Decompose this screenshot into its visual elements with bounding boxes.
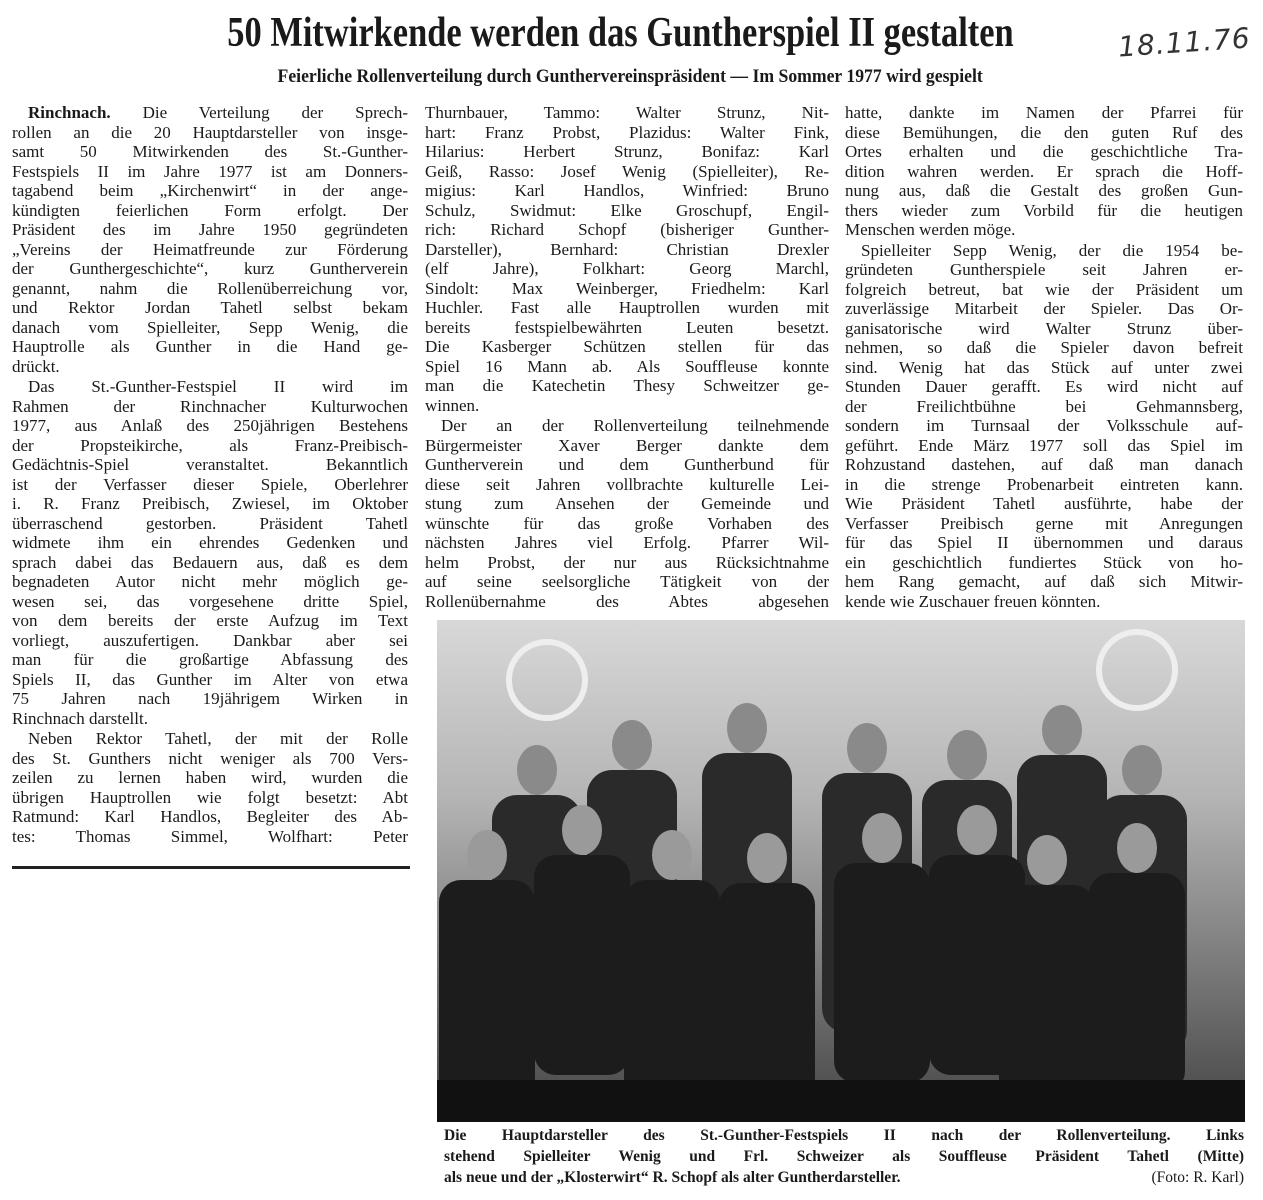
text-line: sind. Wenig hat das Stück auf unter zwei: [845, 357, 1243, 377]
text-line: Ortes erhalten und die geschichtliche Tra-: [845, 142, 1243, 161]
text-line: hem Rang gemacht, auf daß sich Mitwir-: [845, 572, 1243, 591]
text-line: Festspiels II im Jahre 1977 ist am Donners-: [12, 161, 408, 181]
text-line: folgreich betreut, bat wie der Präsident um: [845, 279, 1243, 299]
photo-credit: (Foto: R. Karl): [1151, 1169, 1244, 1186]
text-line: helm Probst, der nur aus Rücksichtnahme: [425, 552, 829, 572]
text-line: Gedächtnis-Spiel veranstaltet. Bekanntlich: [12, 455, 408, 474]
person-head: [862, 813, 902, 863]
text-line: nehmen, so daß die Spieler davon befreit: [845, 338, 1243, 357]
text-line: widmete ihm ein ehrendes Gedenken und: [12, 533, 408, 552]
text-line: i. R. Franz Preibisch, Zwiesel, im Oktober: [12, 494, 408, 513]
text-line: 75 Jahren nach 19jährigem Wirken in: [12, 689, 408, 708]
person-body: [834, 863, 930, 1083]
person-body: [624, 880, 720, 1100]
headline: 50 Mitwirkende werden das Guntherspiel II gestalten: [226, 10, 1014, 56]
group-photo-image: [437, 620, 1245, 1122]
text-line: gründeten Guntherspiele seit Jahren er-: [845, 260, 1243, 279]
text-line: Spielleiter Sepp Wenig, der die 1954 be-: [861, 240, 1243, 260]
person-head: [957, 805, 997, 855]
text-line: Spiels II, das Gunther im Alter von etwa: [12, 669, 408, 689]
text-line: wesen sei, das vorgesehene dritte Spiel,: [12, 591, 408, 611]
text-line: zeilen zu lernen haben wird, wurden die: [12, 768, 408, 787]
text-line: danach vom Spielleiter, Sepp Wenig, die: [12, 317, 408, 337]
text-line: kündigten feierlichen Form erfolgt. Der: [12, 200, 408, 220]
text-line: bereits festspielbewährten Leuten besetzt.: [425, 317, 829, 337]
text-line: von dem bereits der erste Aufzug im Text: [12, 611, 408, 630]
paragraph: [845, 241, 1243, 612]
person-head: [1027, 835, 1067, 885]
text-line: Bürgermeister Xaver Berger dankte dem: [425, 435, 829, 455]
text-line: überraschend gestorben. Präsident Tahetl: [12, 513, 408, 533]
text-line: der Propsteikirche, als Franz-Preibisch-: [12, 435, 408, 455]
text-line: dition wahren werden. Er sprach die Hoff-: [845, 161, 1243, 181]
text-line: nung aus, daß die Gestalt des großen Gun-: [845, 181, 1243, 200]
text-line: tagabend beim „Kirchenwirt“ in der ange-: [12, 181, 408, 200]
text-line: Hauptrolle als Gunther in die Hand ge-: [12, 337, 408, 356]
person-head: [517, 745, 557, 795]
text-line: rich: Richard Schopf (bisheriger Gunther-: [425, 220, 829, 239]
paragraph: [845, 103, 1243, 240]
text-line: rollen an die 20 Hauptdarsteller von insge-: [12, 122, 408, 142]
text-line: Rohzustand dastehen, auf daß man danach: [845, 455, 1243, 474]
text-line: geführt. Ende März 1977 soll das Spiel im: [845, 435, 1243, 455]
text-line: stung zum Ansehen der Gemeinde und: [425, 494, 829, 513]
caption-line-text: als neue und der „Klosterwirt“ R. Schopf als alter Guntherdarsteller.: [444, 1169, 901, 1186]
text-line: 1977, aus Anlaß des 250jährigen Bestehens: [12, 416, 408, 435]
paragraph: [12, 103, 408, 376]
photo-caption: [444, 1125, 1244, 1188]
text-line: übrigen Hauptrollen wie folgt besetzt: Abt: [12, 787, 408, 807]
text-line: hatte, dankte im Namen der Pfarrei für: [845, 103, 1243, 122]
paragraph: [425, 103, 829, 415]
person-head: [1117, 823, 1157, 873]
text-line: Wie Präsident Tahetl ausführte, habe der: [845, 494, 1243, 513]
text-line: thers wieder zum Vorbild für die heutigen: [845, 200, 1243, 220]
text-line: tes: Thomas Simmel, Wolfhart: Peter: [12, 826, 408, 846]
handwritten-date: 18.11.76: [1117, 21, 1252, 64]
text-line: „Vereins der Heimatfreunde zur Förderung: [12, 239, 408, 259]
person-body: [1089, 873, 1185, 1093]
text-line: Thurnbauer, Tammo: Walter Strunz, Nit-: [425, 103, 829, 122]
text-line: ganisatorische wird Walter Strunz über-: [845, 318, 1243, 338]
text-line: Ratmund: Karl Handlos, Begleiter des Ab-: [12, 807, 408, 826]
text-line: Guntherverein und dem Guntherbund für: [425, 455, 829, 474]
text-line: Huchler. Fast alle Hauptrollen wurden mit: [425, 298, 829, 317]
person-body: [534, 855, 630, 1075]
text-line: auf seine seelsorgliche Tätigkeit von der: [425, 572, 829, 591]
text-line-rest: Die Verteilung der Sprech-: [110, 103, 408, 122]
text-line: Spiel 16 Mann ab. Als Souffleuse konnte: [425, 356, 829, 376]
text-line: in die strenge Probenarbeit eintreten kann.: [845, 474, 1243, 494]
person-head: [1122, 745, 1162, 795]
text-line: Sindolt: Max Weinberger, Friedhelm: Karl: [425, 278, 829, 298]
text-line: Rollenübernahme des Abtes abgesehen: [425, 591, 829, 611]
paragraph: [12, 729, 408, 846]
text-line: diese Bemühungen, die den guten Ruf des: [845, 122, 1243, 142]
text-line: Geiß, Rasso: Josef Wenig (Spielleiter), Re-: [425, 161, 829, 181]
text-line: begnadeten Autor nicht mehr möglich ge-: [12, 572, 408, 591]
person-head: [467, 830, 507, 880]
paragraph: [12, 377, 408, 728]
text-line: man die Katechetin Thesy Schweitzer ge-: [425, 376, 829, 395]
text-line: Schulz, Swidmut: Elke Groschupf, Engil-: [425, 200, 829, 220]
text-line: ein geschichtlich fundiertes Stück von ho-: [845, 552, 1243, 572]
text-line: der Gunthergeschichte“, kurz Guntherverein: [12, 259, 408, 278]
column-end-rule: [12, 866, 410, 869]
group-photo: [437, 620, 1245, 1122]
person-head: [652, 830, 692, 880]
text-line: Verfasser Preibisch gerne mit Anregungen: [845, 513, 1243, 533]
text-line: genannt, nahm die Rollenüberreichung vor,: [12, 278, 408, 298]
text-line: [12, 103, 408, 123]
caption-line: Die Hauptdarsteller des St.-Gunther-Festspiels II nach der Rollenverteilung. Links: [444, 1127, 1244, 1144]
text-line: drückt.: [12, 356, 60, 376]
text-line: Präsident des im Jahre 1950 gegründeten: [12, 220, 408, 239]
text-line: Darsteller), Bernhard: Christian Drexler: [425, 239, 829, 259]
paragraph: [425, 416, 829, 611]
article-column-2: [425, 103, 829, 612]
text-line: (elf Jahre), Folkhart: Georg Marchl,: [425, 259, 829, 278]
text-line: des St. Gunthers nicht weniger als 700 Vers-: [12, 748, 408, 768]
person-head: [727, 703, 767, 753]
text-line: Stunden Dauer gerafft. Es wird nicht auf: [845, 377, 1243, 396]
text-line: Hilarius: Herbert Strunz, Bonifaz: Karl: [425, 142, 829, 161]
text-line: Das St.-Gunther-Festspiel II wird im: [28, 377, 408, 396]
text-line: samt 50 Mitwirkenden des St.-Gunther-: [12, 142, 408, 161]
text-line: sprach dabei das Bedauern aus, daß es dem: [12, 552, 408, 572]
caption-line: [444, 1167, 1244, 1188]
person-head: [562, 805, 602, 855]
person-head: [847, 723, 887, 773]
text-line: für das Spiel II übernommen und daraus: [845, 533, 1243, 552]
text-line: ist der Verfasser dieser Spiele, Oberlehrer: [12, 474, 408, 494]
text-line: der Freilichtbühne bei Gehmannsberg,: [845, 396, 1243, 416]
text-line: Rahmen der Rinchnacher Kulturwochen: [12, 396, 408, 416]
text-line: wünschte für das große Vorhaben des: [425, 513, 829, 533]
person-head: [612, 720, 652, 770]
text-line: hart: Franz Probst, Plazidus: Walter Fink,: [425, 122, 829, 142]
person-head: [947, 730, 987, 780]
text-line: vorliegt, auszufertigen. Dankbar aber sei: [12, 630, 408, 650]
text-line: Neben Rektor Tahetl, der mit der Rolle: [28, 729, 408, 748]
text-line: migius: Karl Handlos, Winfried: Bruno: [425, 181, 829, 200]
text-line: Menschen werden möge.: [845, 220, 1016, 239]
article-column-3: [845, 103, 1243, 612]
dateline: Rinchnach.: [28, 103, 111, 122]
text-line: Die Kasberger Schützen stellen für das: [425, 337, 829, 356]
text-line: winnen.: [425, 395, 480, 415]
text-line: man für die großartige Abfassung des: [12, 650, 408, 669]
text-line: und Rektor Jordan Tahetl selbst bekam: [12, 298, 408, 317]
text-line: zuverlässige Mitarbeit der Spieler. Das Or-: [845, 299, 1243, 318]
text-line: sondern im Turnsaal der Volksschule auf-: [845, 416, 1243, 435]
caption-line: stehend Spielleiter Wenig und Frl. Schweizer als Souffleuse Präsident Tahetl (Mitte): [444, 1148, 1244, 1165]
article-column-1: [12, 103, 408, 847]
text-line: Rinchnach darstellt.: [12, 708, 148, 728]
person-head: [1042, 705, 1082, 755]
person-body: [719, 883, 815, 1103]
text-line: kende wie Zuschauer freuen könnten.: [845, 591, 1101, 611]
text-line: Der an der Rollenverteilung teilnehmende: [441, 416, 829, 435]
person-head: [747, 833, 787, 883]
person-body: [439, 880, 535, 1100]
person-body: [999, 885, 1095, 1105]
text-line: nächsten Jahres viel Erfolg. Pfarrer Wil-: [425, 533, 829, 552]
text-line: diese seit Jahren vollbrachte kulturelle Lei-: [425, 474, 829, 494]
subheadline: Feierliche Rollenverteilung durch Gunthervereinspräsident — Im Sommer 1977 wird gespielt: [277, 66, 983, 87]
